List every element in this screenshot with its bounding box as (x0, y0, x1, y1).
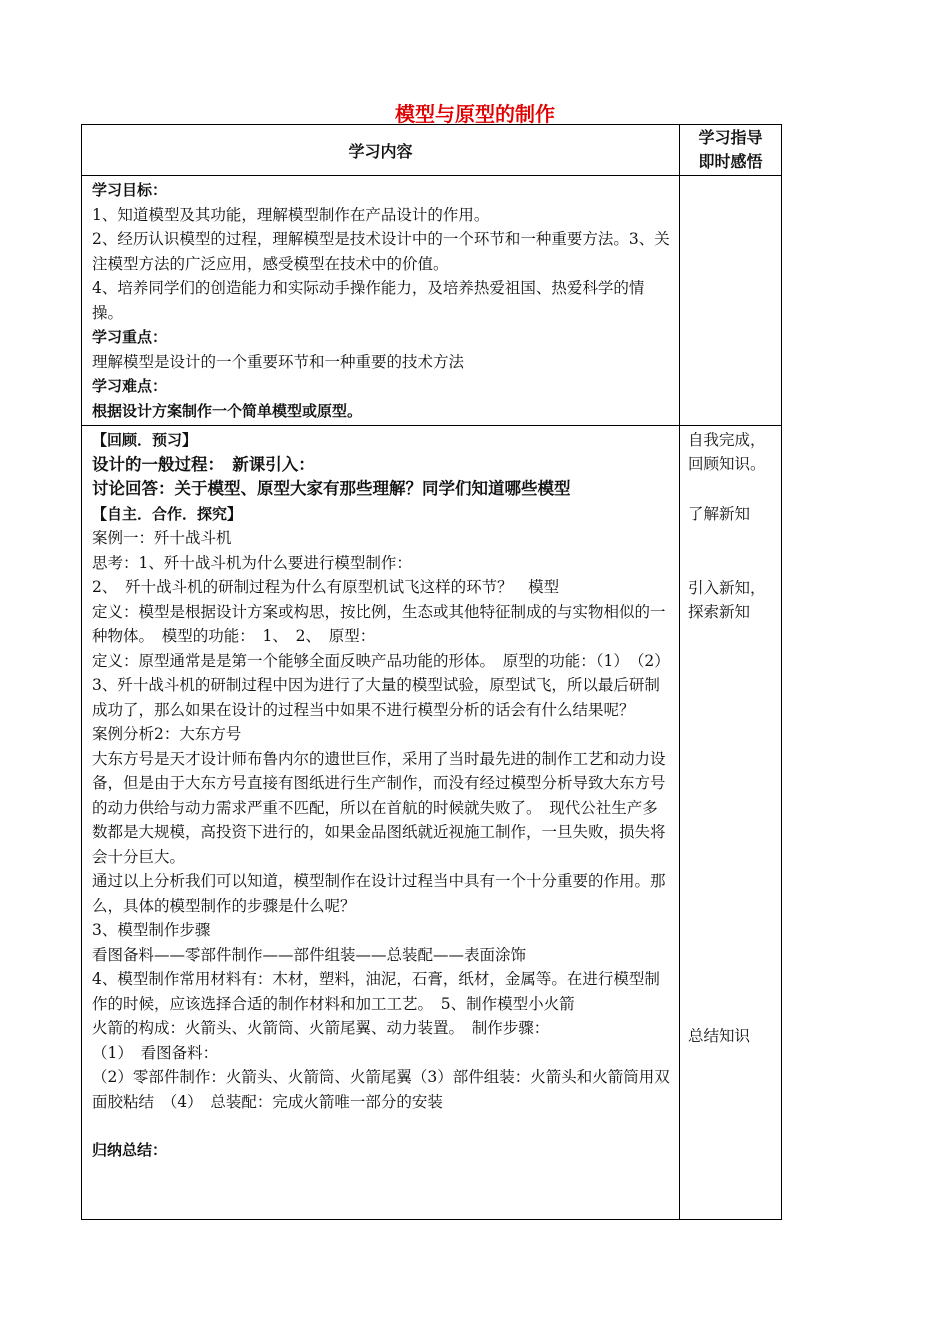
body-paragraph: 大东方号是天才设计师布鲁内尔的遗世巨作，采用了当时最先进的制作工艺和动力设备，但是由于大东方号直接有图纸进行生产制作，而没有经过模型分析导致大东方号的动力供给与动力需求严重不匹配，所以在首航的时候就失败了。 现代公社生产多数都是大规模，高投资下进行的，如果金品图纸就近视施工制作，一旦失败，损失将会十分巨大。 (92, 749, 666, 866)
body-paragraph: 2、 歼十战斗机的研制过程为什么有原型机试飞这样的环节？ 模型 (92, 578, 560, 596)
header-row (82, 125, 782, 176)
guide-header-line1: 学习指导 (698, 128, 763, 147)
review-heading: 【回顾．预习】 (92, 431, 198, 449)
body-paragraph: （2）零部件制作：火箭头、火箭筒、火箭尾翼（3）部件组装：火箭头和火箭筒用双面胶粘结 （4） 总装配：完成火箭唯一部分的安装 (92, 1068, 670, 1111)
note-self-complete: 自我完成， (688, 431, 766, 449)
blank-line (92, 1114, 671, 1138)
lesson-table (81, 124, 782, 1220)
goal-item: 1、知道模型及其功能，理解模型制作在产品设计的作用。 (92, 205, 490, 224)
goals-row (82, 176, 782, 426)
intro-line: 设计的一般过程： 新课引入： (92, 454, 315, 474)
key-points-label: 学习重点： (92, 328, 168, 346)
body-paragraph: 4、模型制作常用材料有：木材，塑料，油泥，石膏，纸材，金属等。在进行模型制作的时候，应该选择合适的制作材料和加工工艺。 5、制作模型小火箭 (92, 970, 660, 1013)
note-learn-new: 了解新知 (688, 505, 751, 523)
body-paragraph: 通过以上分析我们可以知道，模型制作在设计过程当中具有一个十分重要的作用。那么，具体的模型制作的步骤是什么呢？ (92, 872, 666, 915)
goals-label: 学习目标： (92, 181, 168, 199)
note-review: 回顾知识。 (688, 455, 766, 473)
body-cell (82, 426, 680, 1220)
body-paragraph: 看图备料——零部件制作——部件组装——总装配——表面涂饰 (92, 945, 527, 964)
guide-header-line2: 即时感悟 (698, 152, 763, 171)
note-intro-new: 引入新知， (688, 579, 766, 597)
goal-item: 2、经历认识模型的过程，理解模型是技术设计中的一个环节和一种重要方法。3、关注模型方法的广泛应用，感受模型在技术中的价值。 (92, 230, 670, 273)
guide-header (680, 125, 782, 176)
discussion-line: 讨论回答：关于模型、原型大家有那些理解？同学们知道哪些模型 (92, 479, 571, 498)
summary-label: 归纳总结： (92, 1141, 168, 1159)
body-paragraph: 火箭的构成：火箭头、火箭筒、火箭尾翼、动力装置。 制作步骤： (92, 1019, 550, 1037)
goal-item: 4、培养同学们的创造能力和实际动手操作能力，及培养热爱祖国、热爱科学的情操。 (92, 279, 645, 322)
body-row (82, 426, 782, 1220)
body-paragraph: 案例分析2：大东方号 (92, 725, 242, 743)
body-paragraph: 定义：模型是根据设计方案或构思，按比例，生态或其他特征制成的与实物相似的一种物体。 模型的功能： 1、 2、 原型： (92, 602, 666, 645)
goals-notes-cell (680, 176, 782, 426)
content-header: 学习内容 (82, 125, 680, 176)
document-title: 模型与原型的制作 (395, 102, 555, 126)
note-explore: 探索新知 (688, 603, 751, 621)
body-paragraph: 定义：原型通常是是第一个能够全面反映产品功能的形体。 原型的功能：（1） （2） (92, 651, 670, 670)
difficult-points-text: 根据设计方案制作一个简单模型或原型。 (92, 401, 363, 420)
body-paragraph: （1） 看图备料： (92, 1043, 219, 1062)
goals-cell (82, 176, 680, 426)
side-notes-cell (680, 426, 782, 1220)
difficult-points-label: 学习难点： (92, 377, 168, 395)
explore-heading: 【自主．合作．探究】 (92, 504, 243, 523)
body-paragraph: 3、歼十战斗机的研制过程中因为进行了大量的模型试验，原型试飞，所以最后研制成功了，那么如果在设计的过程当中如果不进行模型分析的话会有什么结果呢？ (92, 676, 660, 719)
body-paragraph: 案例一：歼十战斗机 (92, 529, 232, 547)
note-summary: 总结知识 (688, 1027, 751, 1045)
body-paragraph: 3、模型制作步骤 (92, 921, 211, 939)
body-paragraph: 思考：1、歼十战斗机为什么要进行模型制作： (92, 553, 412, 572)
key-points-text: 理解模型是设计的一个重要环节和一种重要的技术方法 (92, 352, 465, 371)
